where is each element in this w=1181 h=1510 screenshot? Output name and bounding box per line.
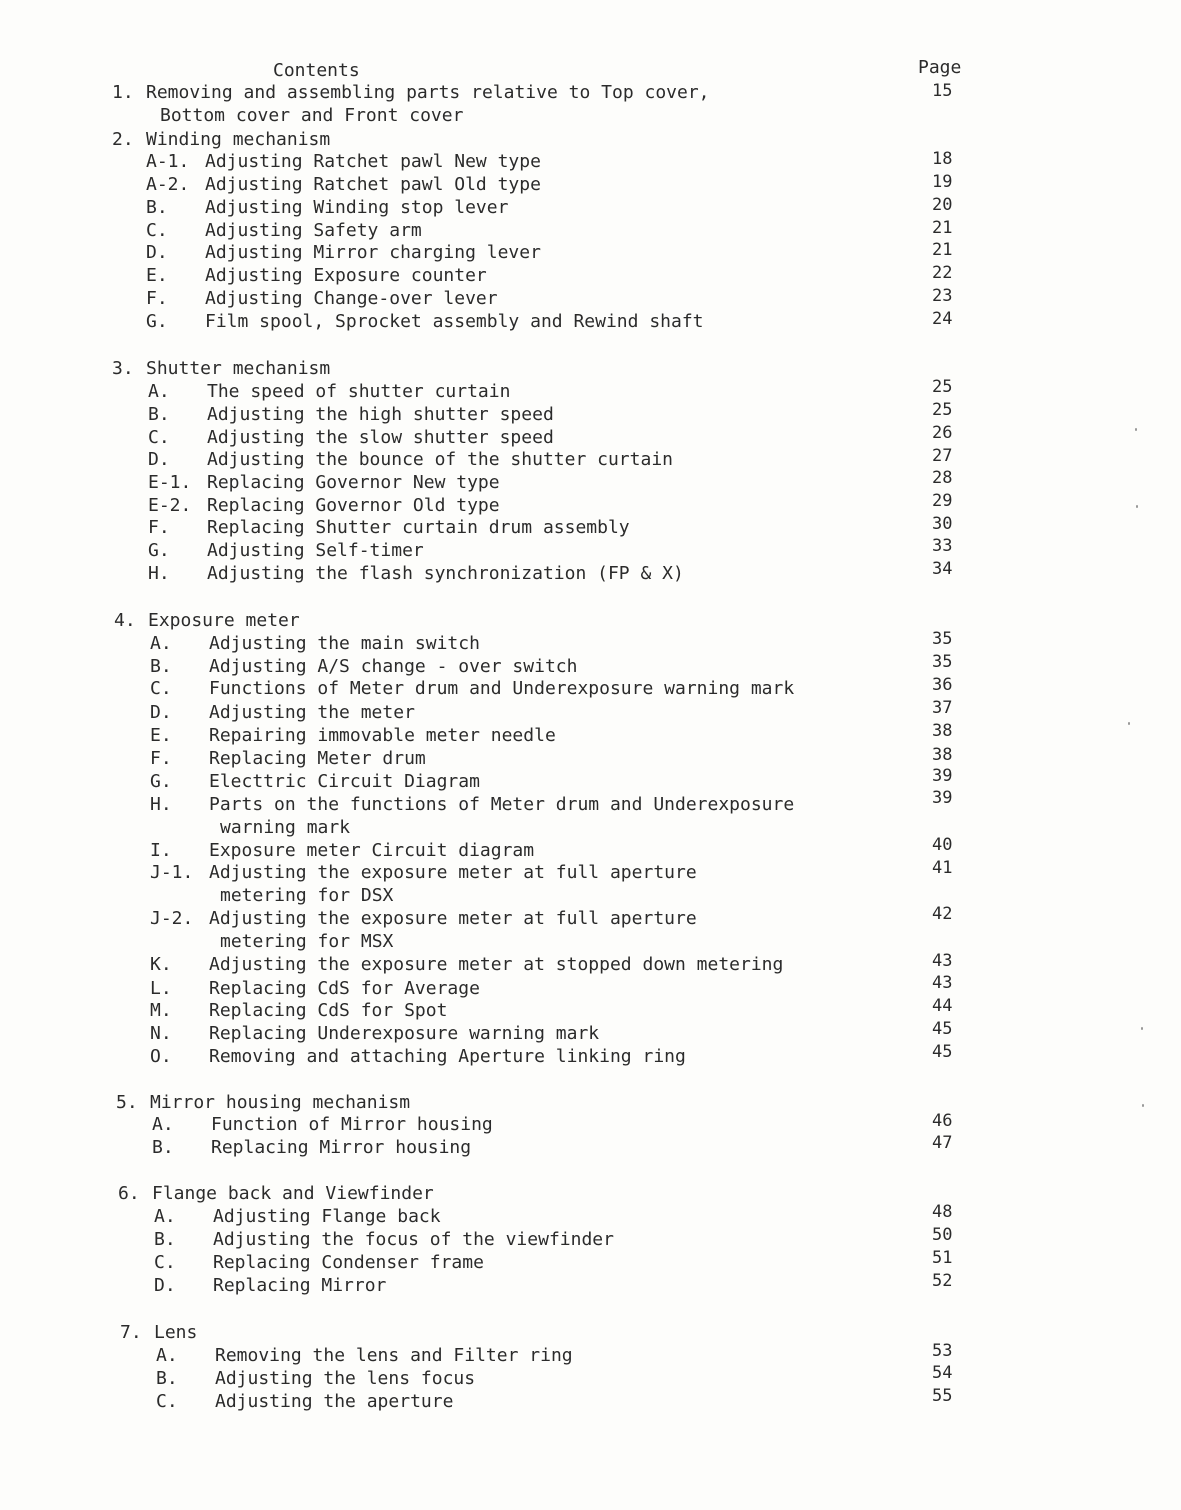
entry-label: J-1. bbox=[150, 862, 194, 883]
entry-label: B. bbox=[150, 656, 172, 677]
entry-label: H. bbox=[150, 794, 172, 815]
entry-title: Film spool, Sprocket assembly and Rewind shaft bbox=[205, 311, 704, 332]
entry-title: Adjusting Exposure counter bbox=[205, 265, 487, 286]
entry-label: C. bbox=[150, 678, 172, 699]
section-title: Flange back and Viewfinder bbox=[152, 1183, 434, 1204]
entry-label: O. bbox=[150, 1046, 172, 1067]
page-column-heading: Page bbox=[918, 57, 962, 78]
entry-label: M. bbox=[150, 1000, 172, 1021]
page-number: 54 bbox=[932, 1363, 953, 1383]
page-number: 39 bbox=[932, 788, 953, 808]
entry-label: B. bbox=[146, 197, 168, 218]
entry-title: Adjusting Safety arm bbox=[205, 220, 422, 241]
scan-speck bbox=[1136, 505, 1138, 508]
entry-title: Replacing Condenser frame bbox=[213, 1252, 484, 1273]
entry-title: Adjusting Ratchet pawl Old type bbox=[205, 174, 541, 195]
entry-title: Adjusting Ratchet pawl New type bbox=[205, 151, 541, 172]
entry-label: I. bbox=[150, 840, 172, 861]
scan-speck bbox=[1135, 428, 1137, 431]
page-number: 22 bbox=[932, 263, 953, 283]
entry-title: Adjusting the meter bbox=[209, 702, 415, 723]
page-number: 15 bbox=[932, 81, 953, 101]
entry-title: Function of Mirror housing bbox=[211, 1114, 493, 1135]
entry-title: Adjusting the high shutter speed bbox=[207, 404, 554, 425]
entry-label: C. bbox=[154, 1252, 176, 1273]
entry-title: Adjusting the lens focus bbox=[215, 1368, 476, 1389]
page-number: 19 bbox=[932, 172, 953, 192]
page-number: 23 bbox=[932, 286, 953, 306]
section-number: 5. bbox=[116, 1092, 138, 1113]
page-number: 46 bbox=[932, 1111, 953, 1131]
page-number: 41 bbox=[932, 858, 953, 878]
entry-label: C. bbox=[156, 1391, 178, 1412]
entry-continuation: metering for MSX bbox=[220, 931, 394, 952]
page-number: 21 bbox=[932, 218, 953, 238]
entry-title: Repairing immovable meter needle bbox=[209, 725, 556, 746]
page-number: 45 bbox=[932, 1019, 953, 1039]
entry-title: Replacing CdS for Spot bbox=[209, 1000, 448, 1021]
entry-label: B. bbox=[148, 404, 170, 425]
entry-label: A. bbox=[148, 381, 170, 402]
entry-label: C. bbox=[146, 220, 168, 241]
contents-heading: Contents bbox=[273, 60, 360, 81]
page-number: 25 bbox=[932, 377, 953, 397]
entry-title: Removing and attaching Aperture linking ring bbox=[209, 1046, 686, 1067]
entry-title: Replacing Governor New type bbox=[207, 472, 500, 493]
page-number: 42 bbox=[932, 904, 953, 924]
page-number: 53 bbox=[932, 1341, 953, 1361]
entry-title: Replacing CdS for Average bbox=[209, 978, 480, 999]
entry-label: A. bbox=[150, 633, 172, 654]
page-number: 43 bbox=[932, 951, 953, 971]
entry-label: D. bbox=[146, 242, 168, 263]
entry-title: Adjusting the exposure meter at stopped down metering bbox=[209, 954, 784, 975]
entry-title: Parts on the functions of Meter drum and Underexposure bbox=[209, 794, 795, 815]
entry-title: Removing the lens and Filter ring bbox=[215, 1345, 573, 1366]
entry-label: D. bbox=[154, 1275, 176, 1296]
entry-title: Replacing Mirror bbox=[213, 1275, 387, 1296]
page-number: 25 bbox=[932, 400, 953, 420]
section-title: Lens bbox=[154, 1322, 198, 1343]
entry-title: Functions of Meter drum and Underexposure warning mark bbox=[209, 678, 795, 699]
section-title: Exposure meter bbox=[148, 610, 300, 631]
page-number: 33 bbox=[932, 536, 953, 556]
entry-label: F. bbox=[148, 517, 170, 538]
page-number: 30 bbox=[932, 514, 953, 534]
entry-title: Adjusting Change-over lever bbox=[205, 288, 498, 309]
section-number: 2. bbox=[112, 129, 134, 150]
entry-label: B. bbox=[154, 1229, 176, 1250]
section-title: Winding mechanism bbox=[146, 129, 331, 150]
section-number: 6. bbox=[118, 1183, 140, 1204]
entry-label: F. bbox=[146, 288, 168, 309]
entry-title: Adjusting the bounce of the shutter curtain bbox=[207, 449, 673, 470]
entry-label: G. bbox=[148, 540, 170, 561]
entry-label: B. bbox=[156, 1368, 178, 1389]
entry-label: E-1. bbox=[148, 472, 192, 493]
entry-title: Replacing Governor Old type bbox=[207, 495, 500, 516]
entry-label: A. bbox=[154, 1206, 176, 1227]
page-number: 39 bbox=[932, 766, 953, 786]
page-number: 38 bbox=[932, 721, 953, 741]
entry-title: Electtric Circuit Diagram bbox=[209, 771, 480, 792]
entry-title: Adjusting A/S change - over switch bbox=[209, 656, 578, 677]
page-number: 35 bbox=[932, 629, 953, 649]
page-number: 50 bbox=[932, 1225, 953, 1245]
page-number: 45 bbox=[932, 1042, 953, 1062]
section-number: 1. bbox=[112, 82, 134, 103]
page-number: 44 bbox=[932, 996, 953, 1016]
entry-title: Adjusting the flash synchronization (FP & X) bbox=[207, 563, 684, 584]
entry-title: Replacing Mirror housing bbox=[211, 1137, 472, 1158]
entry-label: K. bbox=[150, 954, 172, 975]
page-number: 27 bbox=[932, 446, 953, 466]
entry-title: Adjusting Self-timer bbox=[207, 540, 424, 561]
page-number: 48 bbox=[932, 1202, 953, 1222]
scan-speck bbox=[1128, 722, 1130, 725]
entry-title: Adjusting the main switch bbox=[209, 633, 480, 654]
entry-label: E. bbox=[146, 265, 168, 286]
entry-title: Replacing Meter drum bbox=[209, 748, 426, 769]
entry-title: Adjusting the aperture bbox=[215, 1391, 454, 1412]
entry-continuation: Bottom cover and Front cover bbox=[160, 105, 464, 126]
page-number: 37 bbox=[932, 698, 953, 718]
section-number: 3. bbox=[112, 358, 134, 379]
page-number: 40 bbox=[932, 835, 953, 855]
page-number: 51 bbox=[932, 1248, 953, 1268]
entry-label: A-2. bbox=[146, 174, 190, 195]
page-number: 28 bbox=[932, 468, 953, 488]
entry-label: F. bbox=[150, 748, 172, 769]
entry-label: E-2. bbox=[148, 495, 192, 516]
entry-label: L. bbox=[150, 978, 172, 999]
entry-title: Adjusting the exposure meter at full aperture bbox=[209, 862, 697, 883]
entry-label: D. bbox=[148, 449, 170, 470]
page-number: 29 bbox=[932, 491, 953, 511]
section-number: 7. bbox=[120, 1322, 142, 1343]
entry-label: D. bbox=[150, 702, 172, 723]
entry-label: G. bbox=[146, 311, 168, 332]
entry-title: Adjusting the focus of the viewfinder bbox=[213, 1229, 614, 1250]
entry-label: A-1. bbox=[146, 151, 190, 172]
page-number: 52 bbox=[932, 1271, 953, 1291]
entry-title: Exposure meter Circuit diagram bbox=[209, 840, 535, 861]
entry-title: Adjusting the exposure meter at full aperture bbox=[209, 908, 697, 929]
entry-label: G. bbox=[150, 771, 172, 792]
page-number: 38 bbox=[932, 745, 953, 765]
entry-label: N. bbox=[150, 1023, 172, 1044]
entry-label: E. bbox=[150, 725, 172, 746]
entry-label: C. bbox=[148, 427, 170, 448]
entry-label: A. bbox=[156, 1345, 178, 1366]
page-number: 55 bbox=[932, 1386, 953, 1406]
section-title: Removing and assembling parts relative to Top cover, bbox=[146, 82, 710, 103]
page-number: 21 bbox=[932, 240, 953, 260]
scan-speck bbox=[1142, 1104, 1144, 1107]
section-title: Mirror housing mechanism bbox=[150, 1092, 411, 1113]
entry-continuation: warning mark bbox=[220, 817, 351, 838]
scan-speck bbox=[1141, 1027, 1143, 1030]
entry-title: Adjusting Mirror charging lever bbox=[205, 242, 541, 263]
entry-label: B. bbox=[152, 1137, 174, 1158]
entry-title: Adjusting the slow shutter speed bbox=[207, 427, 554, 448]
entry-title: Adjusting Flange back bbox=[213, 1206, 441, 1227]
entry-title: The speed of shutter curtain bbox=[207, 381, 511, 402]
page-number: 34 bbox=[932, 559, 953, 579]
entry-title: Adjusting Winding stop lever bbox=[205, 197, 509, 218]
page-number: 24 bbox=[932, 309, 953, 329]
entry-label: H. bbox=[148, 563, 170, 584]
section-number: 4. bbox=[114, 610, 136, 631]
entry-title: Replacing Shutter curtain drum assembly bbox=[207, 517, 630, 538]
page-number: 18 bbox=[932, 149, 953, 169]
page-number: 36 bbox=[932, 675, 953, 695]
entry-title: Replacing Underexposure warning mark bbox=[209, 1023, 600, 1044]
page-number: 20 bbox=[932, 195, 953, 215]
entry-label: A. bbox=[152, 1114, 174, 1135]
section-title: Shutter mechanism bbox=[146, 358, 331, 379]
entry-continuation: metering for DSX bbox=[220, 885, 394, 906]
page-number: 35 bbox=[932, 652, 953, 672]
entry-label: J-2. bbox=[150, 908, 194, 929]
page-number: 47 bbox=[932, 1133, 953, 1153]
page-number: 26 bbox=[932, 423, 953, 443]
page-number: 43 bbox=[932, 973, 953, 993]
